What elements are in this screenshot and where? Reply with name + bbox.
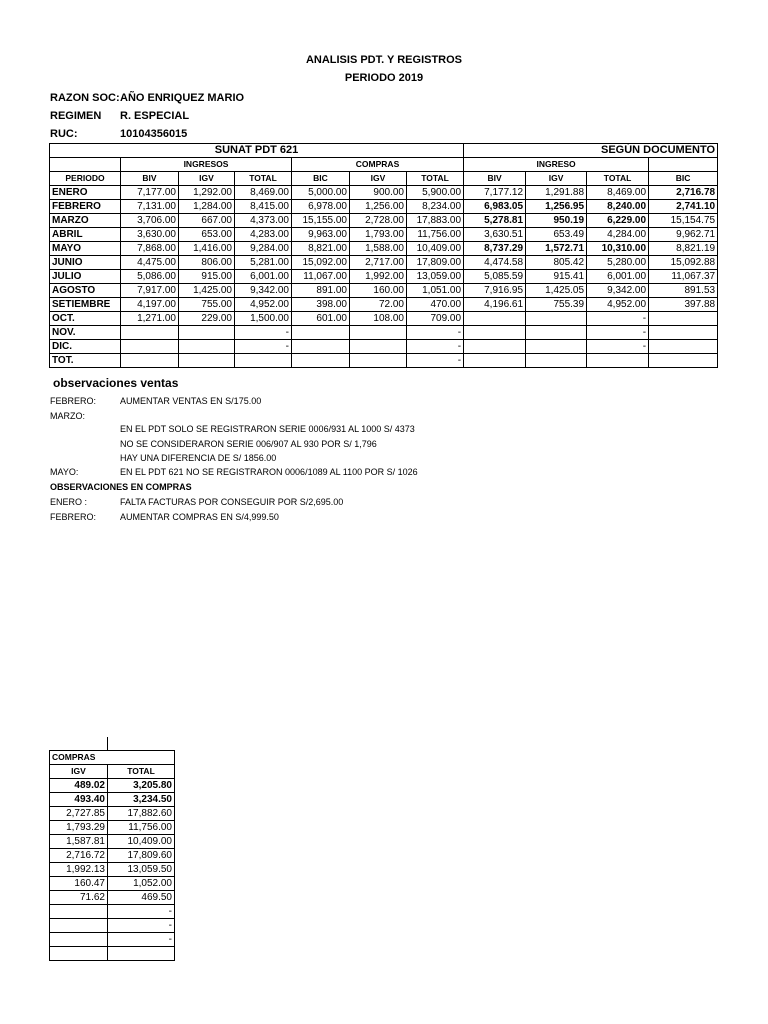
value-cell <box>350 354 407 368</box>
obs-ventas-title: observaciones ventas <box>53 376 179 390</box>
compras-igv-cell: 71.62 <box>50 891 108 905</box>
value-cell: 15,155.00 <box>292 214 350 228</box>
value-cell: 667.00 <box>179 214 235 228</box>
value-cell: 653.49 <box>526 228 587 242</box>
value-cell: - <box>587 340 649 354</box>
value-cell: 7,917.00 <box>121 284 179 298</box>
sub-ingreso: INGRESO <box>464 158 649 172</box>
value-cell: 1,291.88 <box>526 186 587 200</box>
regimen-value: R. ESPECIAL <box>120 110 190 122</box>
value-cell: 15,092.88 <box>649 256 718 270</box>
period-cell: TOT. <box>50 354 121 368</box>
value-cell: 1,256.95 <box>526 200 587 214</box>
compras-row <box>50 863 175 877</box>
group-documento: SEGÚN DOCUMENTO <box>464 144 718 158</box>
value-cell <box>350 326 407 340</box>
value-cell: 950.19 <box>526 214 587 228</box>
value-cell: 13,059.00 <box>407 270 464 284</box>
column-header: BIC <box>649 172 718 186</box>
value-cell: 755.00 <box>179 298 235 312</box>
compras-total-cell: - <box>108 919 175 933</box>
value-cell: 108.00 <box>350 312 407 326</box>
table-row <box>50 326 718 340</box>
value-cell: 229.00 <box>179 312 235 326</box>
compras-igv-cell: 160.47 <box>50 877 108 891</box>
period-cell: AGOSTO <box>50 284 121 298</box>
value-cell: 4,474.58 <box>464 256 526 270</box>
value-cell: 5,281.00 <box>235 256 292 270</box>
value-cell: 1,425.00 <box>179 284 235 298</box>
blank-cell <box>649 158 718 172</box>
value-cell: 755.39 <box>526 298 587 312</box>
value-cell <box>649 340 718 354</box>
column-header: BIV <box>464 172 526 186</box>
value-cell: 891.53 <box>649 284 718 298</box>
obs-ene-text: FALTA FACTURAS POR CONSEGUIR POR S/2,695.00 <box>120 497 344 507</box>
blank-cell <box>50 737 108 751</box>
value-cell: 6,983.05 <box>464 200 526 214</box>
value-cell: - <box>407 354 464 368</box>
obs-feb-label: FEBRERO: <box>50 396 97 406</box>
compras-total-cell: 1,052.00 <box>108 877 175 891</box>
compras-row <box>50 933 175 947</box>
compras-total-cell <box>108 947 175 961</box>
value-cell: 8,415.00 <box>235 200 292 214</box>
value-cell: 5,000.00 <box>292 186 350 200</box>
value-cell <box>464 326 526 340</box>
value-cell: 915.00 <box>179 270 235 284</box>
value-cell: 4,197.00 <box>121 298 179 312</box>
value-cell: 8,469.00 <box>587 186 649 200</box>
compras-total-cell: 3,234.50 <box>108 793 175 807</box>
compras-row <box>50 807 175 821</box>
value-cell: - <box>235 340 292 354</box>
value-cell <box>179 340 235 354</box>
table-row <box>50 354 718 368</box>
value-cell <box>179 326 235 340</box>
obs-mar-label: MARZO: <box>50 411 85 421</box>
value-cell: 7,916.95 <box>464 284 526 298</box>
ruc-value: 10104356015 <box>120 128 188 140</box>
obs-febc-text: AUMENTAR COMPRAS EN S/4,999.50 <box>120 512 279 522</box>
compras-row <box>50 849 175 863</box>
value-cell <box>121 354 179 368</box>
value-cell: 4,475.00 <box>121 256 179 270</box>
column-header: BIV <box>121 172 179 186</box>
value-cell: 11,067.00 <box>292 270 350 284</box>
value-cell: 1,793.00 <box>350 228 407 242</box>
column-header: TOTAL <box>235 172 292 186</box>
period-cell: ABRIL <box>50 228 121 242</box>
value-cell: 2,717.00 <box>350 256 407 270</box>
period-cell: JULIO <box>50 270 121 284</box>
razon-label: RAZON SOC: <box>50 92 120 104</box>
value-cell: 1,500.00 <box>235 312 292 326</box>
value-cell <box>464 312 526 326</box>
value-cell: 9,342.00 <box>235 284 292 298</box>
compras-total-cell: - <box>108 933 175 947</box>
period-cell: MAYO <box>50 242 121 256</box>
obs-mar-line1: EN EL PDT SOLO SE REGISTRARON SERIE 0006/931 AL 1000 S/ 4373 <box>120 424 415 434</box>
compras-igv-cell: 1,793.29 <box>50 821 108 835</box>
compras-igv-cell <box>50 933 108 947</box>
value-cell: 7,177.00 <box>121 186 179 200</box>
value-cell <box>464 340 526 354</box>
compras-row <box>50 877 175 891</box>
value-cell: 7,177.12 <box>464 186 526 200</box>
value-cell: 8,821.19 <box>649 242 718 256</box>
obs-mar-line3: HAY UNA DIFERENCIA DE S/ 1856.00 <box>120 453 277 463</box>
value-cell: 398.00 <box>292 298 350 312</box>
value-cell: 17,809.00 <box>407 256 464 270</box>
table-row <box>50 256 718 270</box>
value-cell: 1,284.00 <box>179 200 235 214</box>
value-cell: 9,962.71 <box>649 228 718 242</box>
period-cell: DIC. <box>50 340 121 354</box>
sub-compras: COMPRAS <box>292 158 464 172</box>
column-header: TOTAL <box>587 172 649 186</box>
compras-row <box>50 947 175 961</box>
value-cell <box>350 340 407 354</box>
value-cell: 6,229.00 <box>587 214 649 228</box>
value-cell: 900.00 <box>350 186 407 200</box>
compras-total-cell: 11,756.00 <box>108 821 175 835</box>
regimen-label: REGIMEN <box>50 110 102 122</box>
value-cell <box>587 354 649 368</box>
value-cell: 9,284.00 <box>235 242 292 256</box>
obs-feb-text: AUMENTAR VENTAS EN S/175.00 <box>120 396 262 406</box>
value-cell: 9,342.00 <box>587 284 649 298</box>
compras-total-cell: 17,809.60 <box>108 849 175 863</box>
value-cell: 1,572.71 <box>526 242 587 256</box>
compras-total-cell: 13,059.50 <box>108 863 175 877</box>
compras-row <box>50 821 175 835</box>
table-row <box>50 186 718 200</box>
compras-igv-cell: 493.40 <box>50 793 108 807</box>
ruc-label: RUC: <box>50 128 78 140</box>
column-header: PERIODO <box>50 172 121 186</box>
razon-value: AÑO ENRIQUEZ MARIO <box>120 92 245 104</box>
value-cell: - <box>587 326 649 340</box>
value-cell: - <box>587 312 649 326</box>
value-cell: 805.42 <box>526 256 587 270</box>
value-cell: 1,992.00 <box>350 270 407 284</box>
obs-may-text: EN EL PDT 621 NO SE REGISTRARON 0006/1089 AL 1100 POR S/ 1026 <box>120 467 418 477</box>
compras-igv-cell: 1,992.13 <box>50 863 108 877</box>
period-cell: FEBRERO <box>50 200 121 214</box>
value-cell: 9,963.00 <box>292 228 350 242</box>
obs-mar-line2: NO SE CONSIDERARON SERIE 006/907 AL 930 POR S/ 1,796 <box>120 439 377 449</box>
value-cell: 5,278.81 <box>464 214 526 228</box>
table-row <box>50 228 718 242</box>
page-title: ANALISIS PDT. Y REGISTROS <box>305 54 463 66</box>
value-cell: 5,900.00 <box>407 186 464 200</box>
value-cell <box>649 312 718 326</box>
value-cell <box>121 326 179 340</box>
value-cell: 2,741.10 <box>649 200 718 214</box>
value-cell <box>526 354 587 368</box>
compras-row <box>50 905 175 919</box>
value-cell: 7,868.00 <box>121 242 179 256</box>
value-cell: 1,256.00 <box>350 200 407 214</box>
value-cell: 2,716.78 <box>649 186 718 200</box>
value-cell: 8,737.29 <box>464 242 526 256</box>
value-cell: 6,978.00 <box>292 200 350 214</box>
compras-total-cell: 3,205.80 <box>108 779 175 793</box>
table-row <box>50 340 718 354</box>
value-cell: 11,756.00 <box>407 228 464 242</box>
value-cell: 3,630.51 <box>464 228 526 242</box>
blank-cell <box>108 737 175 751</box>
compras-igv-cell: 1,587.81 <box>50 835 108 849</box>
page-subtitle: PERIODO 2019 <box>344 72 424 84</box>
value-cell: 10,310.00 <box>587 242 649 256</box>
group-sunat: SUNAT PDT 621 <box>50 144 464 158</box>
table-row <box>50 270 718 284</box>
value-cell: 17,883.00 <box>407 214 464 228</box>
value-cell: 11,067.37 <box>649 270 718 284</box>
value-cell: 8,469.00 <box>235 186 292 200</box>
value-cell: - <box>407 326 464 340</box>
value-cell: 4,284.00 <box>587 228 649 242</box>
value-cell: 891.00 <box>292 284 350 298</box>
column-header: BIC <box>292 172 350 186</box>
value-cell: 470.00 <box>407 298 464 312</box>
value-cell: 806.00 <box>179 256 235 270</box>
obs-febc-label: FEBRERO: <box>50 512 97 522</box>
compras-col-total: TOTAL <box>108 765 175 779</box>
value-cell: 1,425.05 <box>526 284 587 298</box>
compras-total-cell: 17,882.60 <box>108 807 175 821</box>
value-cell: 7,131.00 <box>121 200 179 214</box>
table-row <box>50 312 718 326</box>
compras-row <box>50 891 175 905</box>
obs-may-label: MAYO: <box>50 467 79 477</box>
value-cell: 1,588.00 <box>350 242 407 256</box>
table-row <box>50 242 718 256</box>
blank-cell <box>50 158 121 172</box>
compras-row <box>50 835 175 849</box>
compras-igv-cell <box>50 905 108 919</box>
period-cell: NOV. <box>50 326 121 340</box>
value-cell <box>649 354 718 368</box>
value-cell: 15,154.75 <box>649 214 718 228</box>
value-cell: 10,409.00 <box>407 242 464 256</box>
column-header: IGV <box>179 172 235 186</box>
table-row <box>50 214 718 228</box>
sub-ingresos: INGRESOS <box>121 158 292 172</box>
value-cell: 5,280.00 <box>587 256 649 270</box>
compras-igv-cell <box>50 947 108 961</box>
value-cell: 709.00 <box>407 312 464 326</box>
column-header-row <box>50 172 718 186</box>
value-cell <box>121 340 179 354</box>
value-cell: 2,728.00 <box>350 214 407 228</box>
value-cell: 915.41 <box>526 270 587 284</box>
value-cell <box>526 340 587 354</box>
period-cell: JUNIO <box>50 256 121 270</box>
value-cell: 653.00 <box>179 228 235 242</box>
column-header: IGV <box>350 172 407 186</box>
compras-igv-cell: 2,716.72 <box>50 849 108 863</box>
value-cell: 6,001.00 <box>587 270 649 284</box>
value-cell: 4,952.00 <box>587 298 649 312</box>
value-cell: 5,086.00 <box>121 270 179 284</box>
period-cell: MARZO <box>50 214 121 228</box>
value-cell: 601.00 <box>292 312 350 326</box>
value-cell: 6,001.00 <box>235 270 292 284</box>
compras-table <box>49 737 175 961</box>
value-cell: 397.88 <box>649 298 718 312</box>
compras-total-cell: - <box>108 905 175 919</box>
value-cell <box>649 326 718 340</box>
period-cell: SETIEMBRE <box>50 298 121 312</box>
value-cell <box>526 312 587 326</box>
value-cell: 8,240.00 <box>587 200 649 214</box>
value-cell: 5,085.59 <box>464 270 526 284</box>
column-header: TOTAL <box>407 172 464 186</box>
compras-total-cell: 469.50 <box>108 891 175 905</box>
value-cell: 1,051.00 <box>407 284 464 298</box>
value-cell: 4,196.61 <box>464 298 526 312</box>
value-cell: 160.00 <box>350 284 407 298</box>
value-cell: 15,092.00 <box>292 256 350 270</box>
obs-compras-title: OBSERVACIONES EN COMPRAS <box>50 482 192 492</box>
value-cell <box>235 354 292 368</box>
value-cell: 1,292.00 <box>179 186 235 200</box>
compras-title: COMPRAS <box>50 751 175 765</box>
value-cell: 1,416.00 <box>179 242 235 256</box>
value-cell <box>179 354 235 368</box>
value-cell: 8,821.00 <box>292 242 350 256</box>
compras-row <box>50 779 175 793</box>
value-cell: - <box>407 340 464 354</box>
table-row <box>50 200 718 214</box>
compras-row <box>50 793 175 807</box>
value-cell: 4,952.00 <box>235 298 292 312</box>
value-cell <box>292 340 350 354</box>
value-cell <box>292 326 350 340</box>
value-cell: 3,630.00 <box>121 228 179 242</box>
value-cell <box>464 354 526 368</box>
value-cell: 4,283.00 <box>235 228 292 242</box>
compras-col-igv: IGV <box>50 765 108 779</box>
value-cell: 72.00 <box>350 298 407 312</box>
value-cell: 1,271.00 <box>121 312 179 326</box>
value-cell: 4,373.00 <box>235 214 292 228</box>
table-row <box>50 284 718 298</box>
column-header: IGV <box>526 172 587 186</box>
compras-igv-cell: 2,727.85 <box>50 807 108 821</box>
compras-row <box>50 919 175 933</box>
compras-igv-cell <box>50 919 108 933</box>
value-cell: - <box>235 326 292 340</box>
value-cell <box>526 326 587 340</box>
compras-igv-cell: 489.02 <box>50 779 108 793</box>
table-row <box>50 298 718 312</box>
compras-total-cell: 10,409.00 <box>108 835 175 849</box>
value-cell: 8,234.00 <box>407 200 464 214</box>
value-cell <box>292 354 350 368</box>
analysis-table <box>49 143 718 368</box>
value-cell: 3,706.00 <box>121 214 179 228</box>
period-cell: OCT. <box>50 312 121 326</box>
period-cell: ENERO <box>50 186 121 200</box>
obs-ene-label: ENERO : <box>50 497 88 507</box>
